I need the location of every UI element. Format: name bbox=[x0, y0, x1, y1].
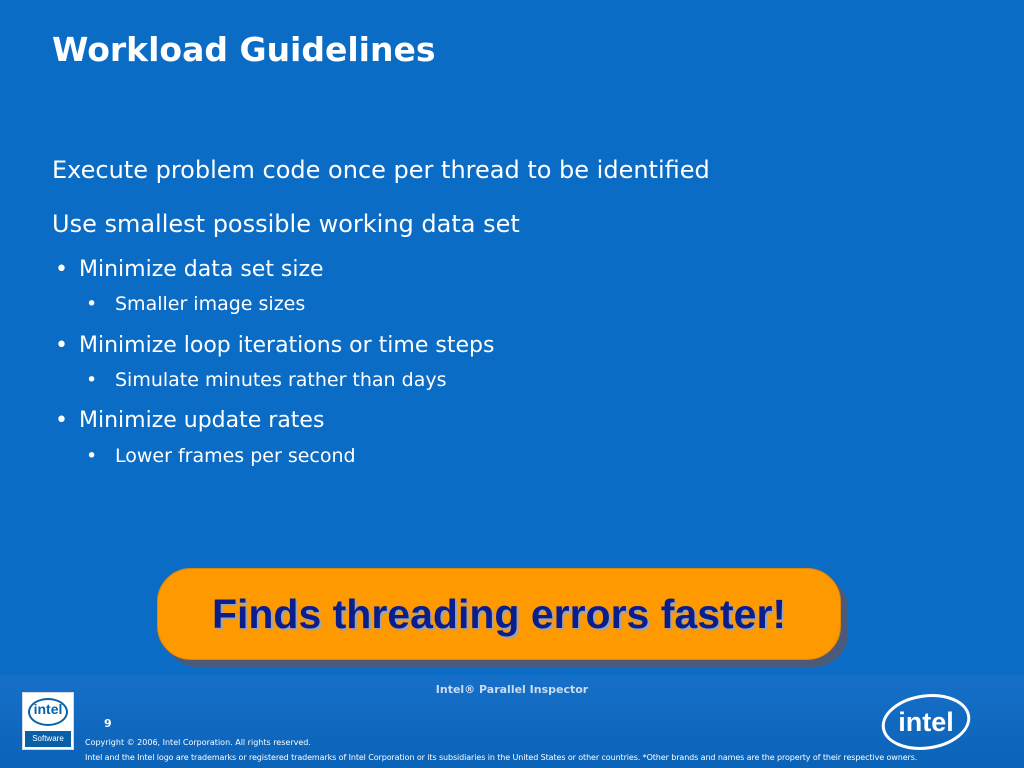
sub-bullet-text: Lower frames per second bbox=[115, 445, 356, 467]
page-number: 9 bbox=[104, 717, 112, 730]
bullet-glyph: • bbox=[55, 257, 68, 282]
bullet-text: Minimize update rates bbox=[79, 408, 325, 433]
slide-title: Workload Guidelines bbox=[52, 30, 436, 69]
sub-bullet-text: Smaller image sizes bbox=[115, 293, 306, 315]
sub-bullet-item bbox=[86, 293, 305, 315]
logo-software-label: Software bbox=[25, 731, 71, 747]
bullet-item bbox=[55, 257, 324, 282]
copyright-text: Copyright © 2006, Intel Corporation. All rights reserved. bbox=[85, 738, 311, 747]
bullet-glyph: • bbox=[55, 408, 68, 433]
bullet-glyph: • bbox=[55, 333, 68, 358]
callout-box bbox=[157, 568, 841, 660]
bullet-item bbox=[55, 333, 494, 358]
sub-bullet-item bbox=[86, 445, 356, 467]
bullet-glyph: • bbox=[86, 293, 98, 315]
footer bbox=[0, 675, 1024, 768]
bullet-item bbox=[55, 408, 324, 433]
trademark-text: Intel and the Intel logo are trademarks or registered trademarks of Intel Corporation or its subsidiaries in the United States or other countries. *Other brands and names are the property of their respective owners. bbox=[85, 753, 918, 762]
callout-text: Finds threading errors faster! bbox=[211, 590, 787, 637]
footer-brand: Intel® Parallel Inspector bbox=[435, 683, 589, 696]
intel-logo bbox=[880, 689, 976, 755]
intel-logo-wordmark: intel bbox=[898, 707, 954, 737]
body-line-execute: Execute problem code once per thread to be identified bbox=[52, 156, 710, 184]
sub-bullet-text: Simulate minutes rather than days bbox=[115, 369, 447, 391]
intel-software-logo bbox=[22, 692, 74, 750]
bullet-text: Minimize data set size bbox=[79, 257, 324, 282]
bullet-glyph: • bbox=[86, 445, 98, 467]
logo-wordmark: intel bbox=[33, 701, 63, 717]
sub-bullet-item bbox=[86, 369, 447, 391]
bullet-text: Minimize loop iterations or time steps bbox=[79, 333, 495, 358]
bullet-glyph: • bbox=[86, 369, 98, 391]
body-line-working-set: Use smallest possible working data set bbox=[52, 210, 520, 238]
